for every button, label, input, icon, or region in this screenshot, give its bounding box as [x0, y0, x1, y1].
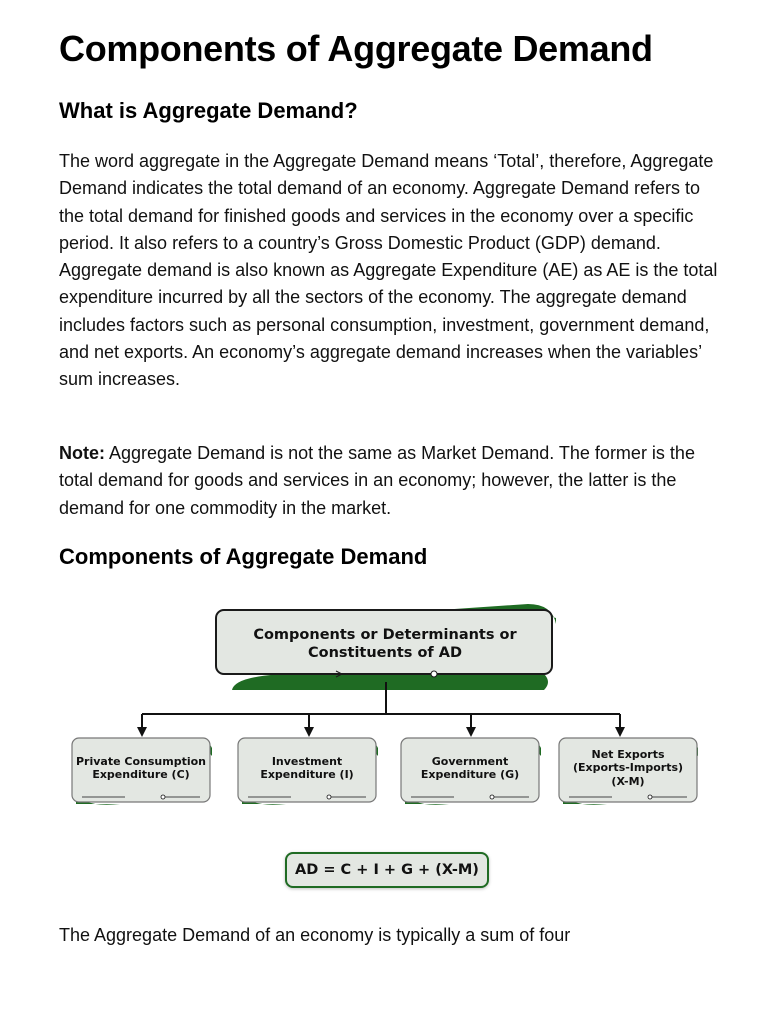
closing-paragraph: The Aggregate Demand of an economy is typically a sum of four	[59, 925, 571, 945]
note-label: Note:	[59, 443, 105, 463]
definition-paragraph: The word aggregate in the Aggregate Demand means ‘Total’, therefore, Aggregate Demand indicates the total demand of an economy. Aggregate Demand refers to the total demand for finished goods and services in the economy over a specific period. It also refers to a country’s Gross Domestic Product (GDP) demand. Aggregate demand is also known as Aggregate Expenditure (AE) as AE is the total expenditure incurred by all the sectors of the economy. The aggregate demand includes factors such as personal consumption, investment, government demand, and net exports. An economy’s aggregate demand increases when the variables’ sum increases.	[59, 151, 718, 390]
note-text: Aggregate Demand is not the same as Market Demand. The former is the total demand for goods and services in an economy; however, the latter is the demand for one commodity in the market.	[59, 443, 695, 518]
root-node-label: Components or Determinants or Constituents of AD	[253, 627, 517, 661]
child-node-label-xm: Net Exports (Exports-Imports) (X-M)	[572, 747, 684, 788]
note-paragraph	[59, 440, 719, 522]
child-node-label-i: Investment Expenditure (I)	[260, 754, 354, 781]
ad-formula-box: AD = C + I + G + (X-M)	[285, 852, 489, 888]
page-title: Components of Aggregate Demand	[59, 28, 653, 69]
components-diagram	[0, 590, 768, 910]
child-node-label-c: Private Consumption Expenditure (C)	[76, 754, 206, 781]
section-heading-components: Components of Aggregate Demand	[59, 544, 428, 569]
section-heading-what-is-ad: What is Aggregate Demand?	[59, 98, 358, 123]
child-node-label-g: Government Expenditure (G)	[420, 754, 520, 781]
